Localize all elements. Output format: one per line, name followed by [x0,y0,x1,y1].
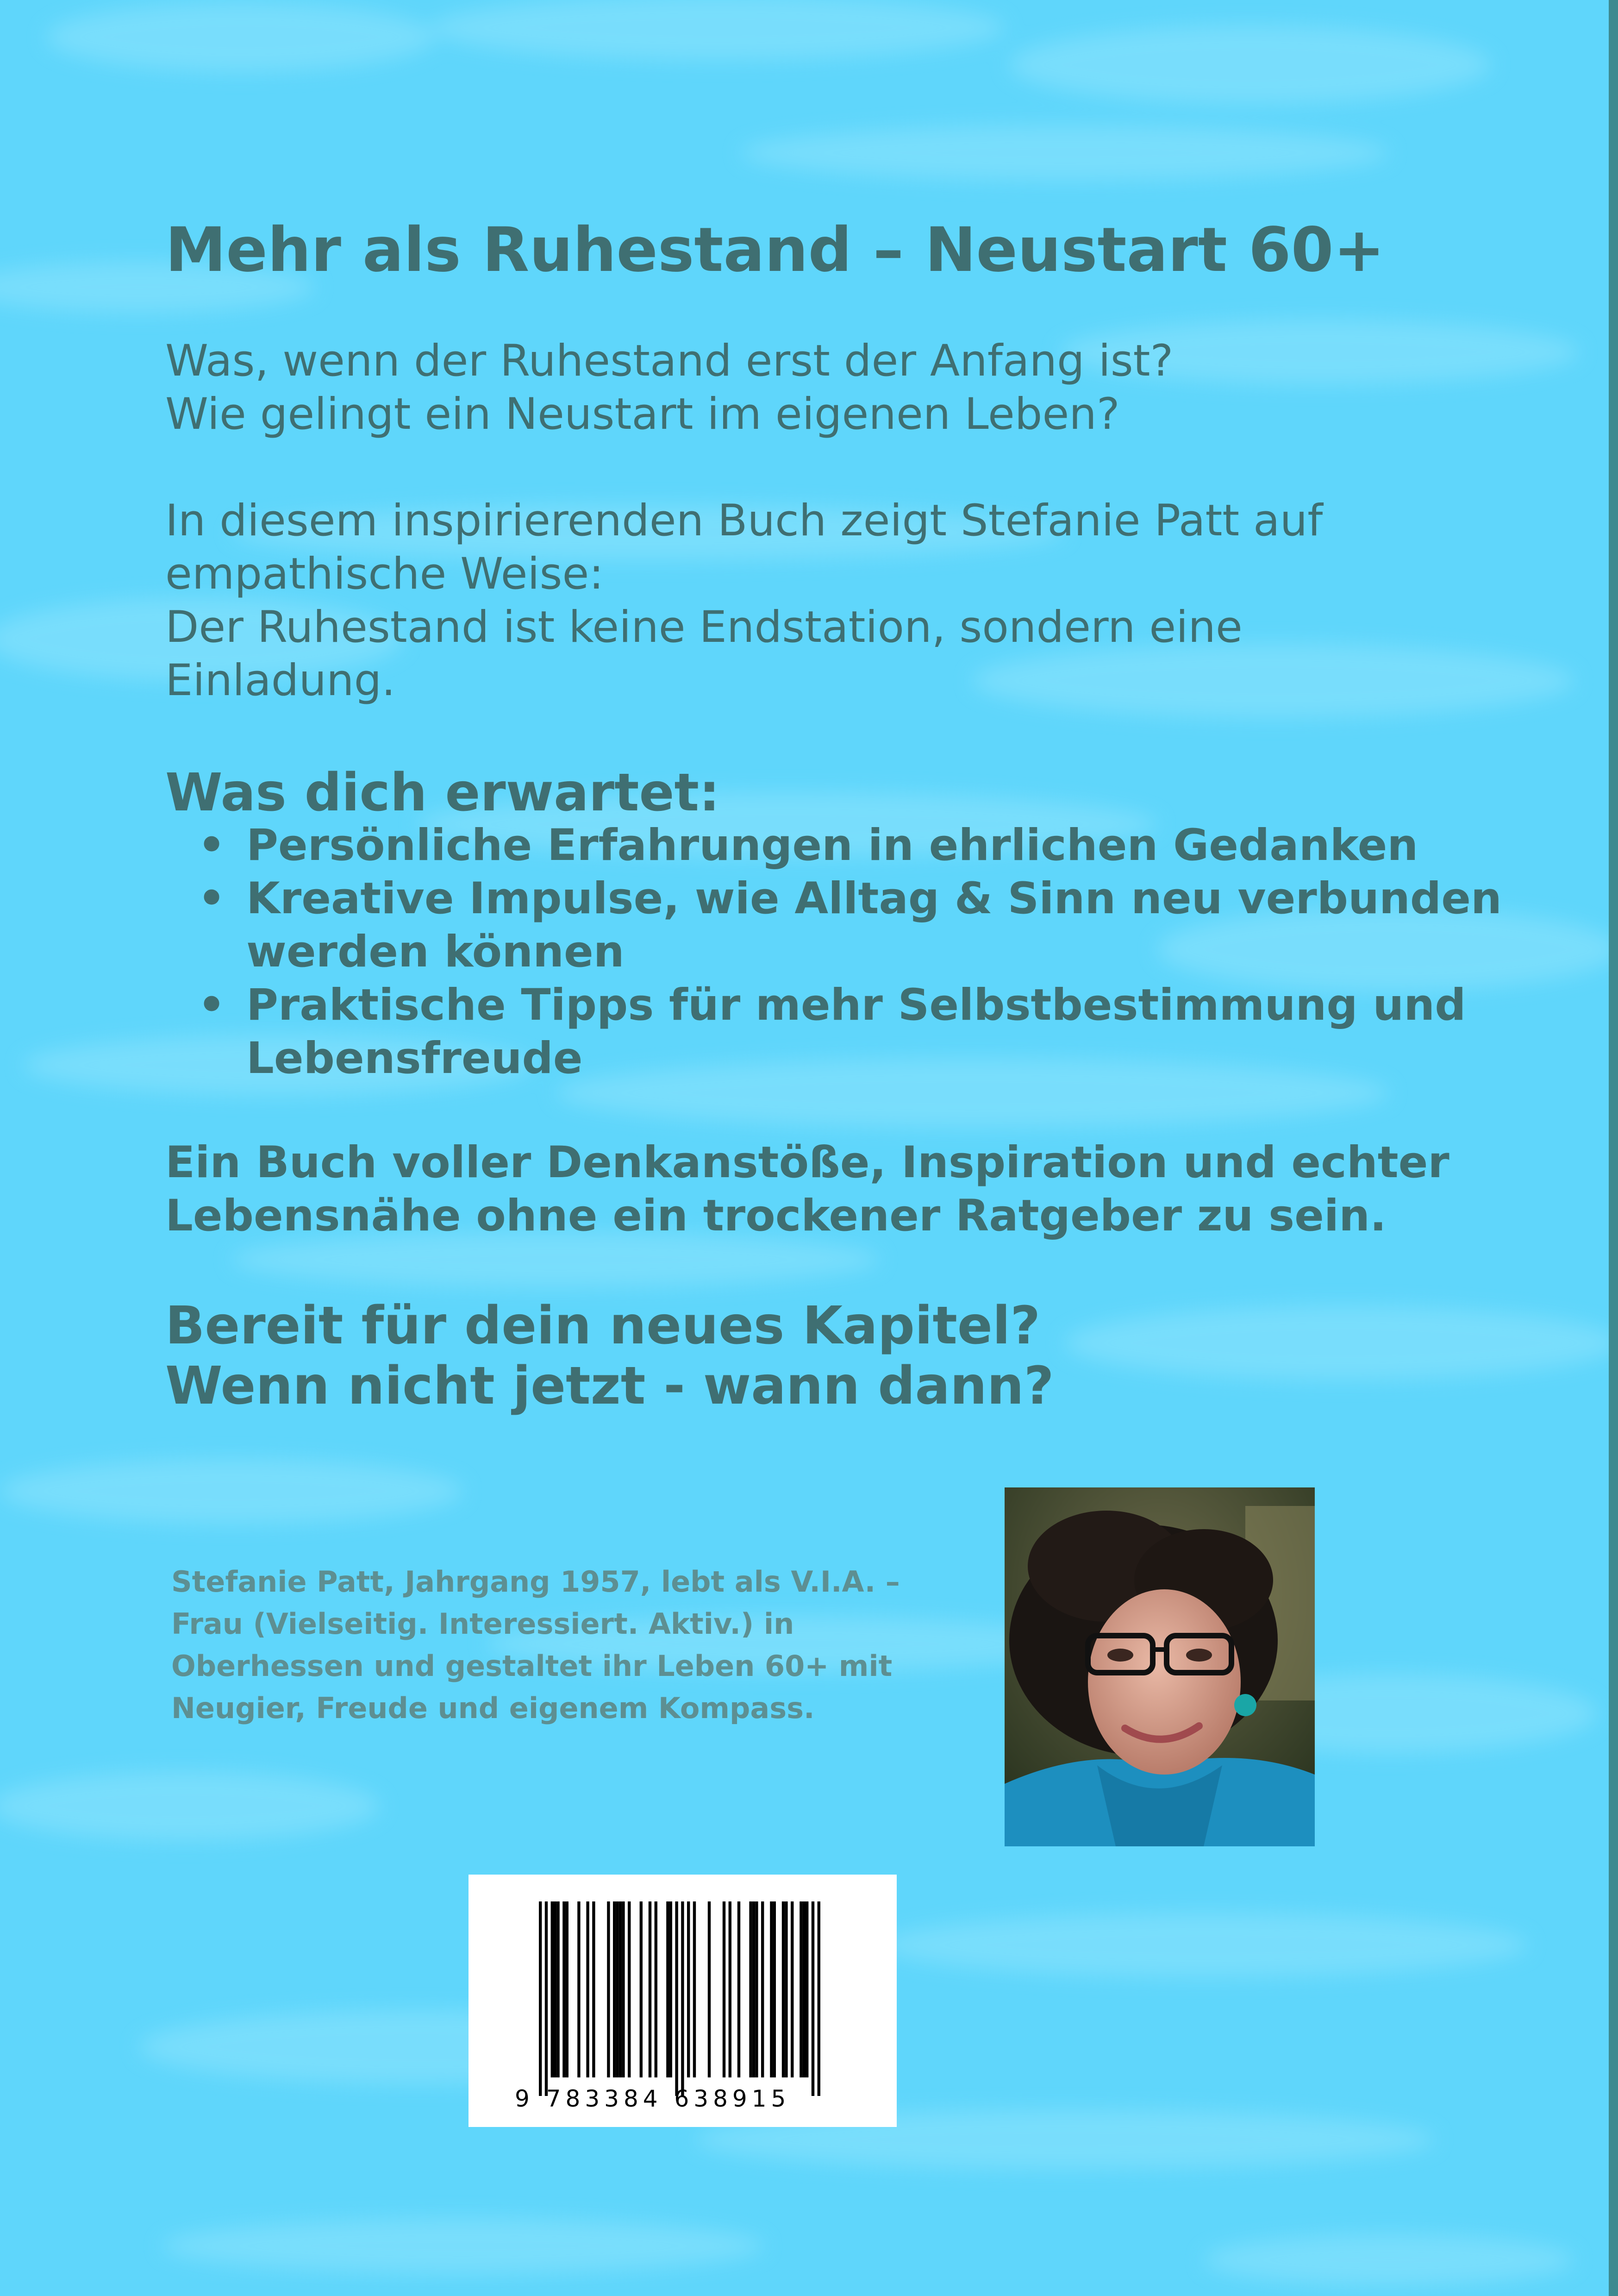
list-item [165,872,1502,979]
barcode-bar [628,1901,631,2077]
author-photo [1005,1487,1315,1846]
barcode-bar [616,1901,618,2077]
cta-line-2: Wenn nicht jetzt - wann dann? [165,1356,1054,1416]
barcode-bar [622,1901,625,2077]
author-bio-line-2: Frau (Vielseitig. Interessiert. Aktiv.) in [171,1607,794,1641]
barcode-bar [551,1901,554,2077]
barcode-bar [592,1901,595,2077]
intro-questions [165,334,1415,441]
barcode-bar [708,1901,711,2077]
list-item-line-1: Kreative Impulse, wie Alltag & Sinn neu verbunden [246,873,1502,924]
barcode-bar [577,1901,580,2077]
author-bio-line-4: Neugier, Freude und eigenem Kompass. [171,1691,815,1725]
summary-line-1: Ein Buch voller Denkanstöße, Inspiration und echter [165,1137,1449,1188]
intro-paragraph-line-4: Einladung. [165,655,396,706]
list-item-line-2: Lebensfreude [246,1033,583,1084]
barcode-bar [693,1901,696,2077]
book-title: Mehr als Ruhestand – Neustart 60+ [165,214,1385,286]
intro-paragraph-line-3: Der Ruhestand ist keine Endstation, sondern eine [165,602,1243,652]
barcode-bar [681,1901,684,2096]
bullet-icon: • [198,980,226,1030]
barcode-bar [649,1901,651,2077]
expect-list [165,819,1502,1085]
intro-block [165,334,1415,707]
barcode-bar [803,1901,806,2077]
intro-paragraph-line-1: In diesem inspirierenden Buch zeigt Stefanie Patt auf [165,496,1323,546]
barcode-bar [749,1901,752,2077]
summary-text [165,1136,1462,1242]
barcode-bar [619,1901,622,2077]
barcode-bar [729,1901,731,2077]
isbn-barcode [469,1875,897,2127]
barcode-bar [755,1901,758,2077]
barcode-bar [566,1901,568,2077]
bullet-icon: • [198,873,226,924]
barcode-bar [785,1901,787,2077]
barcode-bar [545,1901,548,2096]
author-bio-line-3: Oberhessen und gestaltet ihr Leben 60+ mit [171,1649,893,1683]
barcode-digits: 9 783384 638915 [515,2085,791,2112]
barcode-bar [666,1901,669,2077]
intro-question-2: Wie gelingt ein Neustart im eigenen Leben? [165,389,1120,439]
barcode-bar [613,1901,616,2077]
barcode-bar [607,1901,610,2077]
intro-paragraph-line-2: empathische Weise: [165,549,604,599]
barcode-bar [761,1901,764,2077]
author-bio-line-1: Stefanie Patt, Jahrgang 1957, lebt als V.I.A. – [171,1565,900,1599]
barcode-bar [562,1901,565,2077]
list-item-line-2: werden können [246,927,625,977]
barcode-bar [791,1901,793,2077]
call-to-action [165,1296,1462,1416]
barcode-bar [800,1901,802,2077]
barcode-bar [782,1901,785,2077]
barcode-bar [737,1901,740,2077]
barcode-bar [640,1901,643,2077]
barcode-bar [675,1901,678,2096]
barcode-bar [556,1901,559,2077]
barcode-bar [818,1901,820,2096]
barcode-bar [723,1901,725,2077]
barcode-bar [554,1901,556,2077]
barcode-bar [539,1901,542,2096]
author-bio [171,1561,958,1729]
list-item-line-1: Praktische Tipps für mehr Selbstbestimmung und [246,980,1466,1030]
list-item [165,979,1466,1085]
barcode-bar [806,1901,808,2077]
barcode-bar [770,1901,773,2077]
barcode-bar [752,1901,755,2077]
bullet-icon: • [198,820,226,871]
author-portrait-icon [1005,1487,1315,1846]
barcode-bar [773,1901,776,2077]
intro-paragraph [165,494,1415,707]
expect-heading: Was dich erwartet: [165,763,720,823]
summary-line-2: Lebensnähe ohne ein trockener Ratgeber zu sein. [165,1191,1387,1241]
intro-question-1: Was, wenn der Ruhestand erst der Anfang ist? [165,336,1174,386]
barcode-bar [586,1901,589,2077]
cta-line-1: Bereit für dein neues Kapitel? [165,1296,1041,1356]
barcode-bar [669,1901,672,2077]
list-item [165,819,1462,872]
barcode-bar [687,1901,690,2077]
list-item-line-1: Persönliche Erfahrungen in ehrlichen Gedanken [246,820,1418,871]
barcode-bar [812,1901,814,2096]
barcode-bar [655,1901,657,2077]
